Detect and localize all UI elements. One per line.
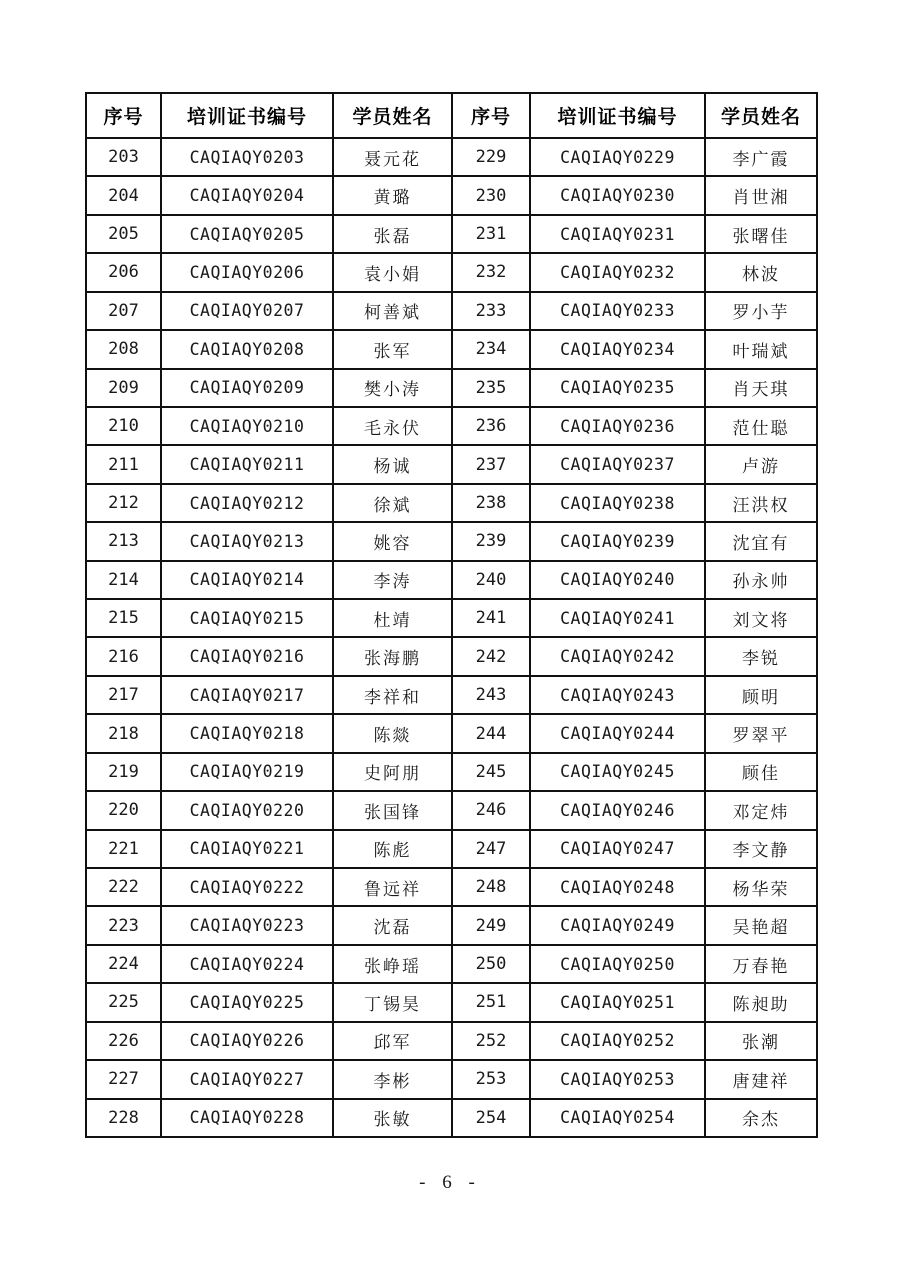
- certificate-number-cell: CAQIAQY0235: [530, 369, 705, 407]
- certificate-number-cell: CAQIAQY0241: [530, 599, 705, 637]
- certificate-number-cell: CAQIAQY0209: [161, 369, 333, 407]
- certificate-number-cell: CAQIAQY0224: [161, 945, 333, 983]
- certificate-number-cell: CAQIAQY0213: [161, 522, 333, 560]
- certificate-number-cell: CAQIAQY0230: [530, 176, 705, 214]
- student-name-cell: 李锐: [705, 637, 817, 675]
- certificate-number-cell: CAQIAQY0253: [530, 1060, 705, 1098]
- serial-number-cell: 222: [86, 868, 161, 906]
- serial-number-cell: 245: [452, 753, 530, 791]
- student-name-cell: 卢游: [705, 445, 817, 483]
- certificate-number-cell: CAQIAQY0228: [161, 1099, 333, 1137]
- serial-number-cell: 228: [86, 1099, 161, 1137]
- student-name-cell: 陈昶助: [705, 983, 817, 1021]
- student-name-cell: 李祥和: [333, 676, 452, 714]
- student-name-cell: 袁小娟: [333, 253, 452, 291]
- serial-number-cell: 237: [452, 445, 530, 483]
- serial-number-cell: 205: [86, 215, 161, 253]
- serial-number-cell: 215: [86, 599, 161, 637]
- certificate-number-cell: CAQIAQY0204: [161, 176, 333, 214]
- student-name-cell: 沈磊: [333, 906, 452, 944]
- table-row: [86, 407, 817, 445]
- certificate-number-cell: CAQIAQY0227: [161, 1060, 333, 1098]
- certificate-number-cell: CAQIAQY0203: [161, 138, 333, 176]
- certificate-number-cell: CAQIAQY0240: [530, 561, 705, 599]
- serial-number-cell: 207: [86, 292, 161, 330]
- student-name-cell: 姚容: [333, 522, 452, 560]
- certificate-number-cell: CAQIAQY0239: [530, 522, 705, 560]
- certificate-number-cell: CAQIAQY0249: [530, 906, 705, 944]
- certificate-number-cell: CAQIAQY0211: [161, 445, 333, 483]
- header-student-name-left: 学员姓名: [333, 93, 452, 138]
- certificate-number-cell: CAQIAQY0219: [161, 753, 333, 791]
- student-name-cell: 范仕聪: [705, 407, 817, 445]
- student-name-cell: 张海鹏: [333, 637, 452, 675]
- serial-number-cell: 239: [452, 522, 530, 560]
- table-header: [86, 93, 817, 138]
- table-row: [86, 753, 817, 791]
- table-row: [86, 1099, 817, 1137]
- page-number: - 6 -: [419, 1172, 481, 1193]
- serial-number-cell: 242: [452, 637, 530, 675]
- serial-number-cell: 243: [452, 676, 530, 714]
- serial-number-cell: 210: [86, 407, 161, 445]
- student-name-cell: 邓定炜: [705, 791, 817, 829]
- student-name-cell: 顾佳: [705, 753, 817, 791]
- certificate-number-cell: CAQIAQY0223: [161, 906, 333, 944]
- serial-number-cell: 247: [452, 830, 530, 868]
- certificate-number-cell: CAQIAQY0208: [161, 330, 333, 368]
- student-name-cell: 杜靖: [333, 599, 452, 637]
- serial-number-cell: 227: [86, 1060, 161, 1098]
- student-name-cell: 陈燚: [333, 714, 452, 752]
- certificate-number-cell: CAQIAQY0217: [161, 676, 333, 714]
- student-name-cell: 毛永伏: [333, 407, 452, 445]
- certificate-number-cell: CAQIAQY0214: [161, 561, 333, 599]
- certificate-number-cell: CAQIAQY0232: [530, 253, 705, 291]
- student-name-cell: 林波: [705, 253, 817, 291]
- certificate-number-cell: CAQIAQY0210: [161, 407, 333, 445]
- serial-number-cell: 225: [86, 983, 161, 1021]
- table-row: [86, 868, 817, 906]
- table-row: [86, 830, 817, 868]
- serial-number-cell: 224: [86, 945, 161, 983]
- student-name-cell: 汪洪权: [705, 484, 817, 522]
- student-name-cell: 张国锋: [333, 791, 452, 829]
- table-row: [86, 906, 817, 944]
- certificate-number-cell: CAQIAQY0245: [530, 753, 705, 791]
- serial-number-cell: 216: [86, 637, 161, 675]
- student-name-cell: 柯善斌: [333, 292, 452, 330]
- table-row: [86, 138, 817, 176]
- serial-number-cell: 230: [452, 176, 530, 214]
- certificate-number-cell: CAQIAQY0216: [161, 637, 333, 675]
- student-name-cell: 李广霞: [705, 138, 817, 176]
- serial-number-cell: 252: [452, 1022, 530, 1060]
- certificate-number-cell: CAQIAQY0234: [530, 330, 705, 368]
- student-name-cell: 刘文将: [705, 599, 817, 637]
- serial-number-cell: 254: [452, 1099, 530, 1137]
- certificate-number-cell: CAQIAQY0236: [530, 407, 705, 445]
- certificate-number-cell: CAQIAQY0237: [530, 445, 705, 483]
- serial-number-cell: 232: [452, 253, 530, 291]
- student-name-cell: 张峥瑶: [333, 945, 452, 983]
- student-name-cell: 叶瑞斌: [705, 330, 817, 368]
- certificate-number-cell: CAQIAQY0246: [530, 791, 705, 829]
- student-name-cell: 张潮: [705, 1022, 817, 1060]
- table-body: [86, 138, 817, 1137]
- table-row: [86, 330, 817, 368]
- certificate-number-cell: CAQIAQY0225: [161, 983, 333, 1021]
- table-row: [86, 599, 817, 637]
- serial-number-cell: 234: [452, 330, 530, 368]
- certificate-number-cell: CAQIAQY0233: [530, 292, 705, 330]
- student-name-cell: 肖世湘: [705, 176, 817, 214]
- serial-number-cell: 219: [86, 753, 161, 791]
- certificate-number-cell: CAQIAQY0221: [161, 830, 333, 868]
- serial-number-cell: 204: [86, 176, 161, 214]
- student-name-cell: 张曙佳: [705, 215, 817, 253]
- table-row: [86, 983, 817, 1021]
- certificate-number-cell: CAQIAQY0207: [161, 292, 333, 330]
- certificate-number-cell: CAQIAQY0212: [161, 484, 333, 522]
- serial-number-cell: 246: [452, 791, 530, 829]
- student-name-cell: 余杰: [705, 1099, 817, 1137]
- student-name-cell: 李涛: [333, 561, 452, 599]
- serial-number-cell: 233: [452, 292, 530, 330]
- serial-number-cell: 214: [86, 561, 161, 599]
- student-name-cell: 徐斌: [333, 484, 452, 522]
- student-name-cell: 杨诚: [333, 445, 452, 483]
- student-name-cell: 杨华荣: [705, 868, 817, 906]
- serial-number-cell: 220: [86, 791, 161, 829]
- table-row: [86, 637, 817, 675]
- table-row: [86, 1060, 817, 1098]
- header-student-name-right: 学员姓名: [705, 93, 817, 138]
- table-row: [86, 176, 817, 214]
- table-row: [86, 253, 817, 291]
- certificate-number-cell: CAQIAQY0206: [161, 253, 333, 291]
- serial-number-cell: 218: [86, 714, 161, 752]
- certificate-number-cell: CAQIAQY0231: [530, 215, 705, 253]
- serial-number-cell: 221: [86, 830, 161, 868]
- table-row: [86, 369, 817, 407]
- student-name-cell: 李彬: [333, 1060, 452, 1098]
- serial-number-cell: 241: [452, 599, 530, 637]
- certificate-number-cell: CAQIAQY0250: [530, 945, 705, 983]
- student-name-cell: 顾明: [705, 676, 817, 714]
- serial-number-cell: 236: [452, 407, 530, 445]
- serial-number-cell: 235: [452, 369, 530, 407]
- student-name-cell: 肖天琪: [705, 369, 817, 407]
- student-name-cell: 万春艳: [705, 945, 817, 983]
- table-row: [86, 791, 817, 829]
- certificate-number-cell: CAQIAQY0247: [530, 830, 705, 868]
- serial-number-cell: 208: [86, 330, 161, 368]
- serial-number-cell: 209: [86, 369, 161, 407]
- student-name-cell: 罗翠平: [705, 714, 817, 752]
- header-serial-number-right: 序号: [452, 93, 530, 138]
- certificate-number-cell: CAQIAQY0248: [530, 868, 705, 906]
- serial-number-cell: 231: [452, 215, 530, 253]
- serial-number-cell: 226: [86, 1022, 161, 1060]
- header-certificate-number-left: 培训证书编号: [161, 93, 333, 138]
- student-name-cell: 邱军: [333, 1022, 452, 1060]
- student-name-cell: 孙永帅: [705, 561, 817, 599]
- student-name-cell: 吴艳超: [705, 906, 817, 944]
- table-row: [86, 215, 817, 253]
- serial-number-cell: 248: [452, 868, 530, 906]
- certificate-number-cell: CAQIAQY0205: [161, 215, 333, 253]
- table-row: [86, 1022, 817, 1060]
- certificate-number-cell: CAQIAQY0215: [161, 599, 333, 637]
- serial-number-cell: 249: [452, 906, 530, 944]
- table-row: [86, 445, 817, 483]
- table-header-row: [86, 93, 817, 138]
- student-name-cell: 张磊: [333, 215, 452, 253]
- student-name-cell: 罗小芋: [705, 292, 817, 330]
- student-name-cell: 鲁远祥: [333, 868, 452, 906]
- certificate-number-cell: CAQIAQY0218: [161, 714, 333, 752]
- certificate-number-cell: CAQIAQY0244: [530, 714, 705, 752]
- table-row: [86, 561, 817, 599]
- header-certificate-number-right: 培训证书编号: [530, 93, 705, 138]
- table-row: [86, 522, 817, 560]
- student-name-cell: 史阿朋: [333, 753, 452, 791]
- table-row: [86, 484, 817, 522]
- certificate-number-cell: CAQIAQY0238: [530, 484, 705, 522]
- serial-number-cell: 250: [452, 945, 530, 983]
- certificate-number-cell: CAQIAQY0242: [530, 637, 705, 675]
- serial-number-cell: 217: [86, 676, 161, 714]
- table-row: [86, 676, 817, 714]
- student-name-cell: 李文静: [705, 830, 817, 868]
- student-name-cell: 黄璐: [333, 176, 452, 214]
- serial-number-cell: 229: [452, 138, 530, 176]
- header-serial-number-left: 序号: [86, 93, 161, 138]
- serial-number-cell: 206: [86, 253, 161, 291]
- student-name-cell: 聂元花: [333, 138, 452, 176]
- student-name-cell: 张敏: [333, 1099, 452, 1137]
- serial-number-cell: 212: [86, 484, 161, 522]
- serial-number-cell: 211: [86, 445, 161, 483]
- certificate-number-cell: CAQIAQY0229: [530, 138, 705, 176]
- serial-number-cell: 251: [452, 983, 530, 1021]
- table-row: [86, 292, 817, 330]
- serial-number-cell: 240: [452, 561, 530, 599]
- student-name-cell: 唐建祥: [705, 1060, 817, 1098]
- serial-number-cell: 213: [86, 522, 161, 560]
- certificate-number-cell: CAQIAQY0251: [530, 983, 705, 1021]
- student-name-cell: 沈宜有: [705, 522, 817, 560]
- serial-number-cell: 244: [452, 714, 530, 752]
- certificate-number-cell: CAQIAQY0243: [530, 676, 705, 714]
- table-row: [86, 714, 817, 752]
- certificate-number-cell: CAQIAQY0220: [161, 791, 333, 829]
- serial-number-cell: 223: [86, 906, 161, 944]
- certificate-number-cell: CAQIAQY0222: [161, 868, 333, 906]
- certificate-table: [85, 92, 818, 1138]
- student-name-cell: 张军: [333, 330, 452, 368]
- certificate-number-cell: CAQIAQY0252: [530, 1022, 705, 1060]
- certificate-number-cell: CAQIAQY0254: [530, 1099, 705, 1137]
- student-name-cell: 丁锡昊: [333, 983, 452, 1021]
- serial-number-cell: 203: [86, 138, 161, 176]
- student-name-cell: 樊小涛: [333, 369, 452, 407]
- serial-number-cell: 253: [452, 1060, 530, 1098]
- student-name-cell: 陈彪: [333, 830, 452, 868]
- certificate-number-cell: CAQIAQY0226: [161, 1022, 333, 1060]
- serial-number-cell: 238: [452, 484, 530, 522]
- table-row: [86, 945, 817, 983]
